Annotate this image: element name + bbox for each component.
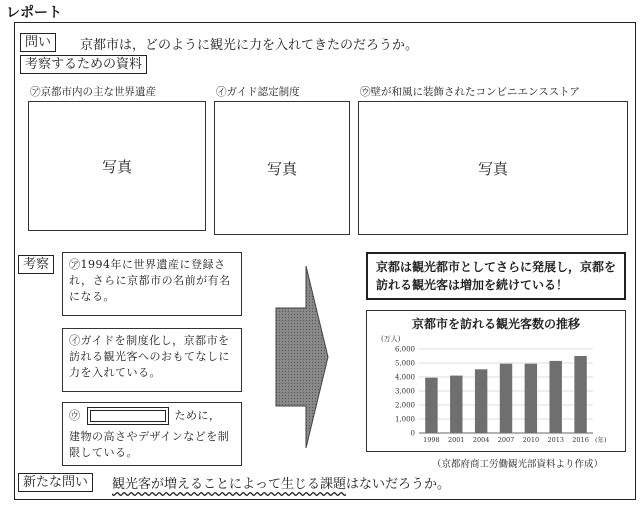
consideration-label: 考察 (18, 255, 54, 274)
arrow-right-icon (272, 262, 330, 452)
photo-placeholder-a (28, 101, 206, 231)
question-label: 問い (20, 33, 56, 52)
point-c-rest: 建物の高さやデザインなどを制限している。 (69, 430, 230, 459)
new-question-rest: はないだろうか。 (346, 477, 451, 492)
question-text: 京都市は，どのように観光に力を入れてきたのだろうか。 (80, 38, 419, 53)
x-tick-label: 2007 (497, 436, 515, 444)
y-tick-label: 6,000 (394, 345, 415, 354)
y-tick-label: 3,000 (394, 387, 415, 396)
consideration-point-b: ㋑ガイドを制度化し，京都市を訪れる観光客へのおもてなしに力を入れている。 (62, 328, 242, 392)
chart-title: 京都市を訪れる観光客数の推移 (411, 317, 580, 331)
x-axis-unit: (年) (595, 436, 607, 444)
x-tick-label: 2013 (547, 436, 564, 444)
photo-placeholder-b (214, 101, 350, 235)
conclusion-box: 京都は観光都市としてさらに発展し，京都を訪れる観光客は増加を続けている！ (366, 252, 626, 300)
consideration-point-c (62, 402, 242, 466)
y-tick-label: 4,000 (394, 373, 415, 382)
photo-caption-a: ㋐京都市内の主な世界遺産 (30, 86, 156, 98)
chart-source: （京都府商工労働観光部資料より作成） (432, 459, 604, 470)
photo-label-b: 写真 (266, 159, 297, 178)
materials-label: 考察するための資料 (20, 55, 147, 74)
y-tick-label: 0 (410, 429, 415, 438)
new-question-label: 新たな問い (18, 473, 93, 492)
x-tick-label: 1998 (423, 436, 440, 444)
consideration-point-a: ㋐1994年に世界遺産に登録され，さらに京都市の名前が有名になる。 (62, 252, 242, 316)
bar-1998 (425, 378, 437, 433)
chart-svg (367, 331, 625, 449)
bar-2004 (475, 369, 487, 433)
blank-answer-box (87, 407, 169, 425)
y-axis-unit: (万人) (381, 335, 401, 343)
photo-caption-c: ㋒壁が和風に装飾されたコンビニエンスストア (360, 86, 580, 98)
x-tick-label: 2010 (522, 436, 540, 444)
y-tick-label: 5,000 (394, 359, 415, 368)
bar-2016 (574, 356, 586, 433)
report-title: レポート (6, 5, 62, 21)
photo-caption-b: ㋑ガイド認定制度 (216, 86, 300, 98)
photo-placeholder-c (358, 101, 628, 235)
x-tick-label: 2004 (472, 436, 490, 444)
bar-2007 (500, 364, 512, 433)
photo-label-c: 写真 (477, 159, 508, 178)
point-c-prefix: ㋒ (69, 409, 81, 422)
bar-2001 (450, 376, 462, 433)
x-tick-label: 2016 (572, 436, 589, 444)
photo-label-a: 写真 (101, 157, 132, 176)
new-question-text (112, 473, 450, 492)
chart-frame (366, 310, 626, 452)
new-question-underlined: 観光客が増えることによって生じる課題 (112, 477, 347, 492)
x-tick-label: 2001 (448, 436, 465, 444)
y-tick-label: 1,000 (394, 415, 415, 424)
y-tick-label: 2,000 (394, 401, 415, 410)
bar-2010 (525, 364, 537, 433)
point-c-suffix: ために， (174, 409, 221, 422)
bar-2013 (550, 361, 562, 433)
